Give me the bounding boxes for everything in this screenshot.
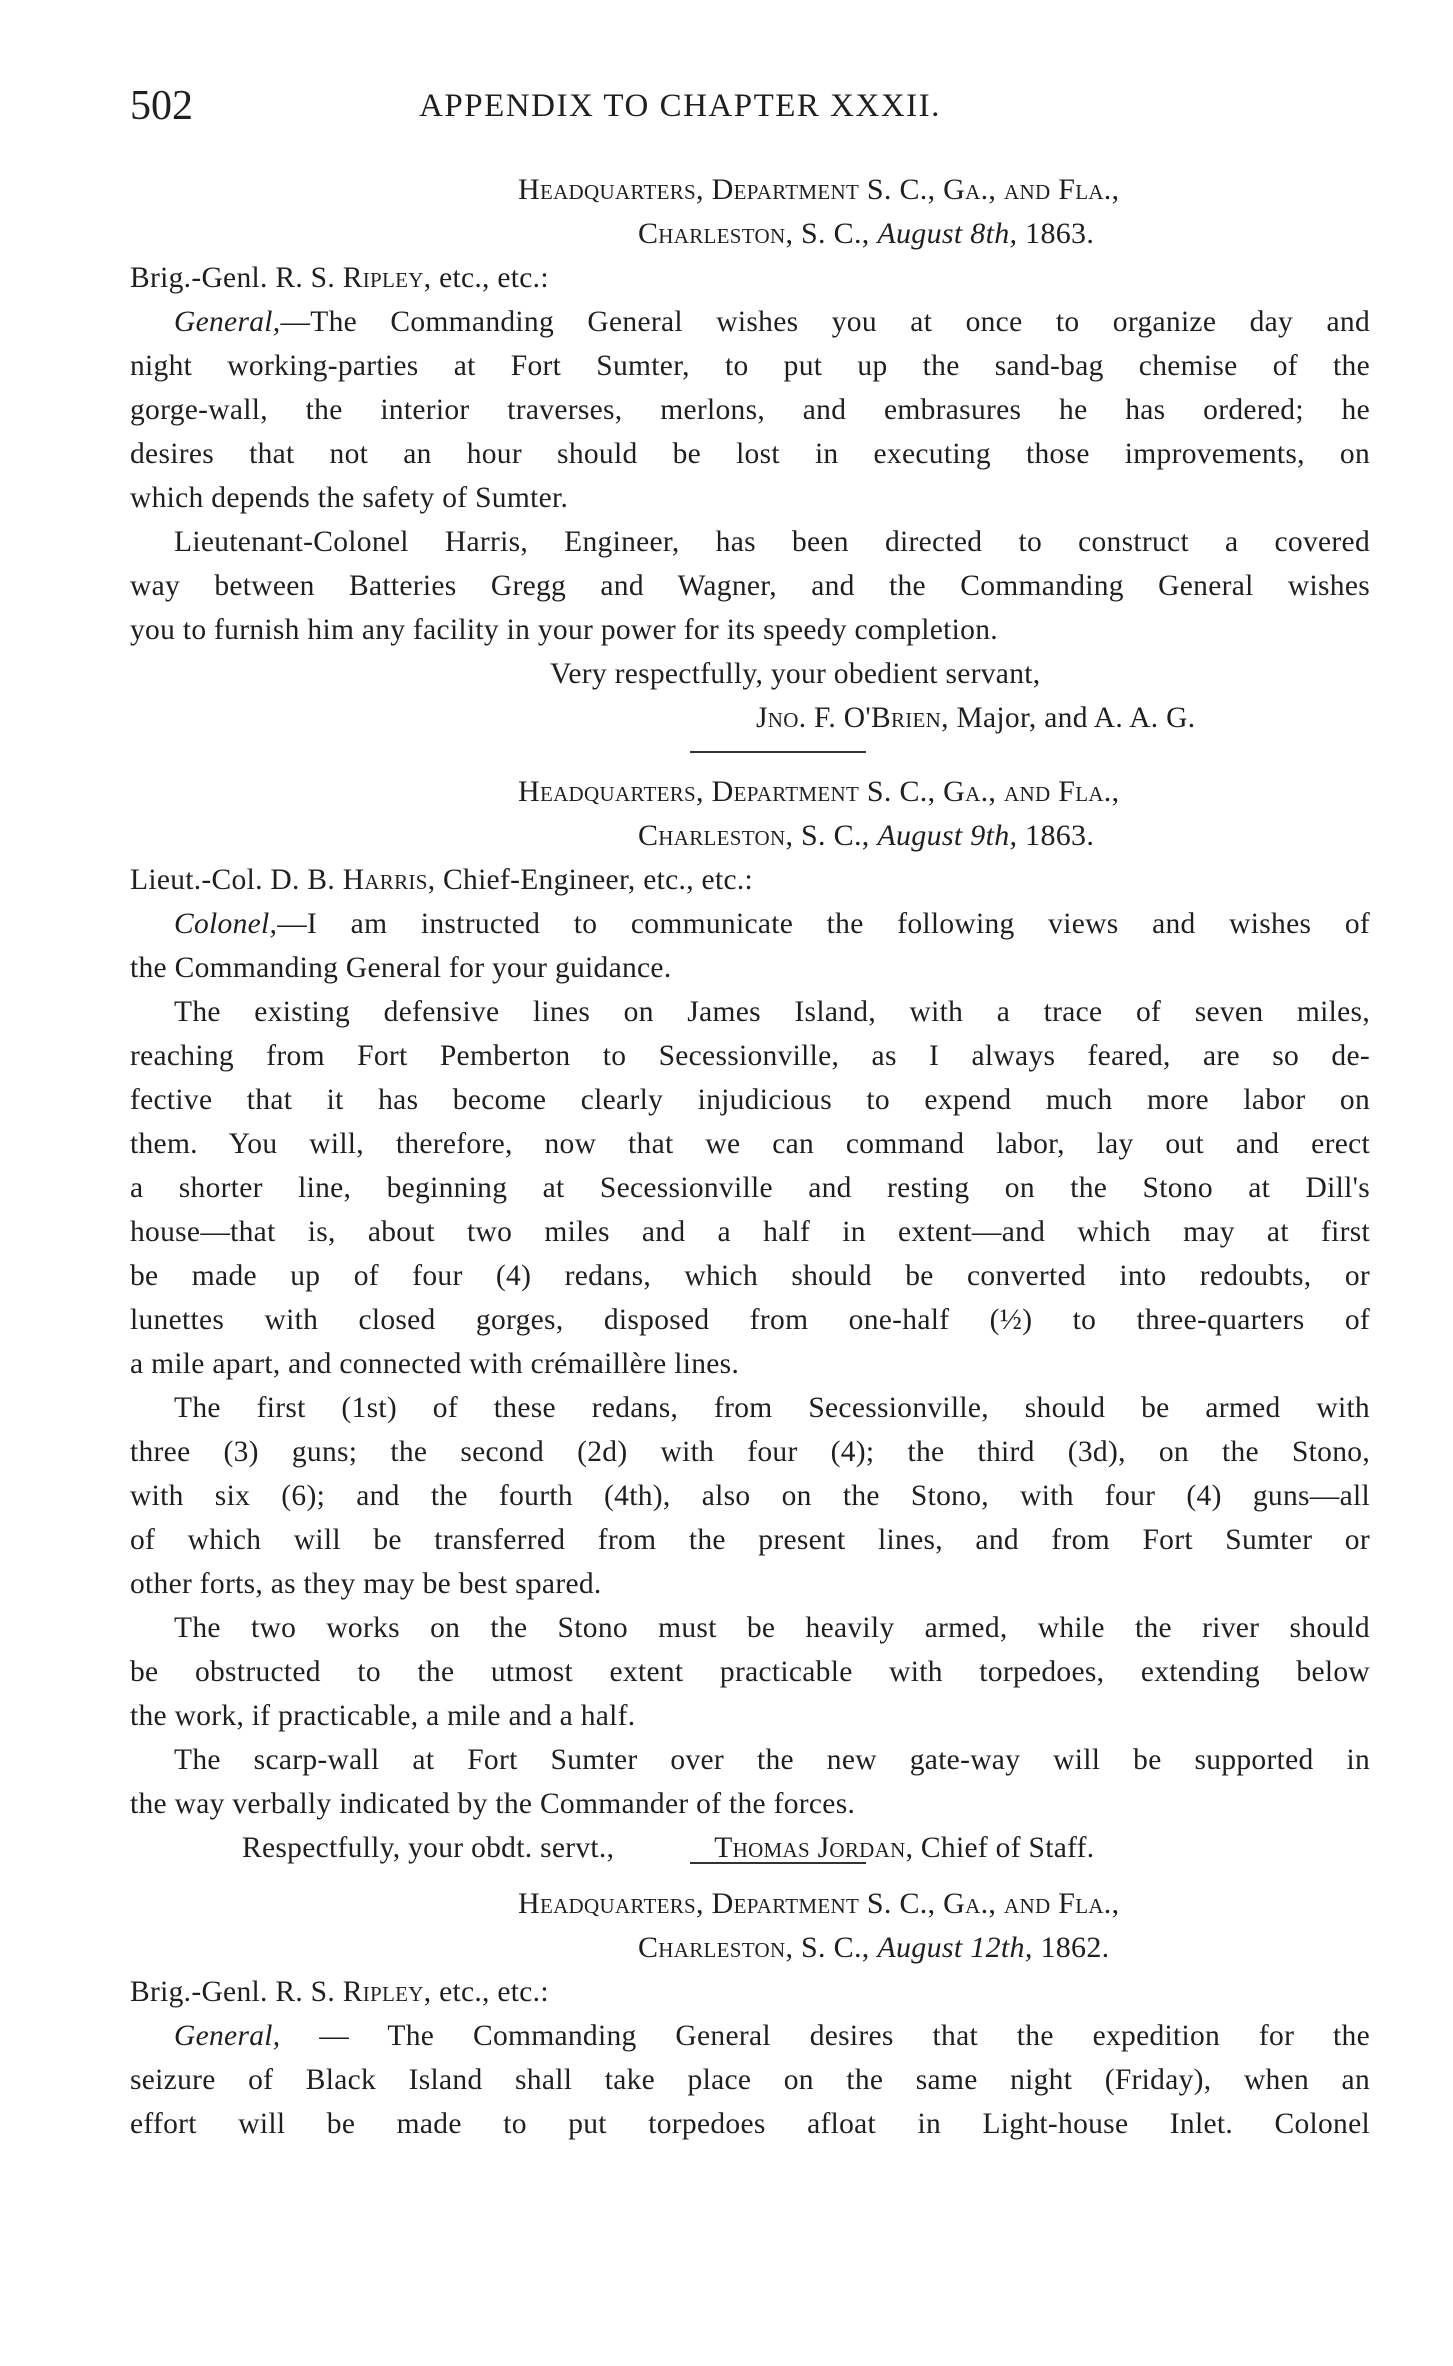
body-line: a mile apart, and connected with crémaillère lines. [130, 1348, 740, 1380]
body-line: reaching from Fort Pemberton to Secessionville, as I always feared, are so de- [130, 1040, 1370, 1072]
body-line: you to furnish him any facility in your power for its speedy completion. [130, 614, 998, 646]
dateline-place: Charleston, S. C., [638, 217, 878, 250]
letter-heading: Headquarters, Department S. C., Ga., and Fla., [518, 775, 1120, 808]
letter-1 [130, 168, 1370, 740]
body-line: the Commanding General for your guidance. [130, 952, 672, 984]
addressee-name: Ripley [342, 262, 424, 294]
dateline-place: Charleston, S. C., [638, 1931, 878, 1964]
body-line: fective that it has become clearly injudicious to expend much more labor on [130, 1084, 1370, 1116]
body-line: The scarp-wall at Fort Sumter over the new gate-way will be supported in [174, 1744, 1370, 1776]
salutation: Colonel, [174, 908, 278, 940]
body-line: the way verbally indicated by the Commander of the forces. [130, 1788, 856, 1820]
dateline-date: August 8th, [877, 217, 1018, 250]
signature-name: Jno. F. O'Brien [756, 702, 942, 734]
letter-2 [130, 770, 1370, 1870]
running-head [130, 82, 1370, 142]
letter-heading: Headquarters, Department S. C., Ga., and Fla., [518, 173, 1120, 206]
body-line: gorge-wall, the interior traverses, merlons, and embrasures he has ordered; he [130, 394, 1370, 426]
body-line: The two works on the Stono must be heavily armed, while the river should [174, 1612, 1370, 1644]
addressee-prefix: Lieut.-Col. D. B. [130, 864, 343, 896]
signature-name: Thomas Jordan [714, 1832, 906, 1864]
addressee-suffix: , Chief-Engineer, etc., etc.: [427, 864, 754, 896]
salutation: General, [174, 306, 281, 338]
dateline-date: August 9th, [877, 819, 1018, 852]
dateline-year: 1863. [1017, 217, 1095, 250]
addressee-name: Harris [342, 864, 428, 896]
addressee-prefix: Brig.-Genl. R. S. [130, 1976, 343, 2008]
body-line [130, 902, 1370, 946]
closing: Respectfully, your obdt. servt., [242, 1832, 615, 1864]
section-divider [690, 1862, 866, 1864]
signature-title: , Chief of Staff. [905, 1832, 1095, 1864]
addressee-prefix: Brig.-Genl. R. S. [130, 262, 343, 294]
addressee [130, 1970, 1370, 2014]
body-line: seizure of Black Island shall take place on the same night (Friday), when an [130, 2064, 1370, 2096]
body-text: —The Commanding General wishes you at once to organize day and [280, 306, 1370, 338]
body-line: lunettes with closed gorges, disposed from one-half (½) to three-quarters of [130, 1304, 1370, 1336]
addressee [130, 256, 1370, 300]
body-line: Lieutenant-Colonel Harris, Engineer, has been directed to construct a covered [174, 526, 1370, 558]
letter-3 [130, 1882, 1370, 2146]
closing: Very respectfully, your obedient servant, [550, 658, 1041, 690]
body-line: with six (6); and the fourth (4th), also on the Stono, with four (4) guns—all [130, 1480, 1370, 1512]
addressee-suffix: , etc., etc.: [423, 1976, 549, 2008]
addressee-name: Ripley [342, 1976, 424, 2008]
body-line: be made up of four (4) redans, which should be converted into redoubts, or [130, 1260, 1370, 1292]
body-line: The first (1st) of these redans, from Secessionville, should be armed with [174, 1392, 1370, 1424]
body-line: of which will be transferred from the present lines, and from Fort Sumter or [130, 1524, 1370, 1556]
letter-dateline [130, 212, 1370, 256]
page-number: 502 [130, 83, 193, 129]
letter-heading: Headquarters, Department S. C., Ga., and Fla., [518, 1887, 1120, 1920]
addressee [130, 858, 1370, 902]
section-divider [690, 751, 866, 753]
signature [614, 1832, 1094, 1864]
body-line: night working-parties at Fort Sumter, to put up the sand-bag chemise of the [130, 350, 1370, 382]
body-line: be obstructed to the utmost extent practicable with torpedoes, extending below [130, 1656, 1370, 1688]
body-line: desires that not an hour should be lost in executing those improvements, on [130, 438, 1370, 470]
running-title: APPENDIX TO CHAPTER XXXII. [419, 88, 941, 124]
body-line: other forts, as they may be best spared. [130, 1568, 602, 1600]
body-line: a shorter line, beginning at Secessionville and resting on the Stono at Dill's [130, 1172, 1370, 1204]
dateline-year: 1863. [1017, 819, 1095, 852]
signature [130, 696, 1370, 740]
body-line: the work, if practicable, a mile and a half. [130, 1700, 636, 1732]
body-line: which depends the safety of Sumter. [130, 482, 569, 514]
body-line: three (3) guns; the second (2d) with four (4); the third (3d), on the Stono, [130, 1436, 1370, 1468]
body-line [130, 300, 1370, 344]
letter-dateline [130, 1926, 1370, 1970]
dateline-date: August 12th, [877, 1931, 1033, 1964]
body-line [130, 2014, 1370, 2058]
signature-title: , Major, and A. A. G. [941, 702, 1196, 734]
body-line: effort will be made to put torpedoes afloat in Light-house Inlet. Colonel [130, 2108, 1370, 2140]
body-line: them. You will, therefore, now that we can command labor, lay out and erect [130, 1128, 1370, 1160]
body-line: house—that is, about two miles and a half in extent—and which may at first [130, 1216, 1370, 1248]
letter-dateline [130, 814, 1370, 858]
dateline-place: Charleston, S. C., [638, 819, 878, 852]
dateline-year: 1862. [1032, 1931, 1110, 1964]
body-line: way between Batteries Gregg and Wagner, and the Commanding General wishes [130, 570, 1370, 602]
addressee-suffix: , etc., etc.: [423, 262, 549, 294]
body-text: —I am instructed to communicate the following views and wishes of [277, 908, 1370, 940]
body-line: The existing defensive lines on James Island, with a trace of seven miles, [174, 996, 1370, 1028]
body-text: — The Commanding General desires that the expedition for the [280, 2020, 1370, 2052]
salutation: General, [174, 2020, 281, 2052]
